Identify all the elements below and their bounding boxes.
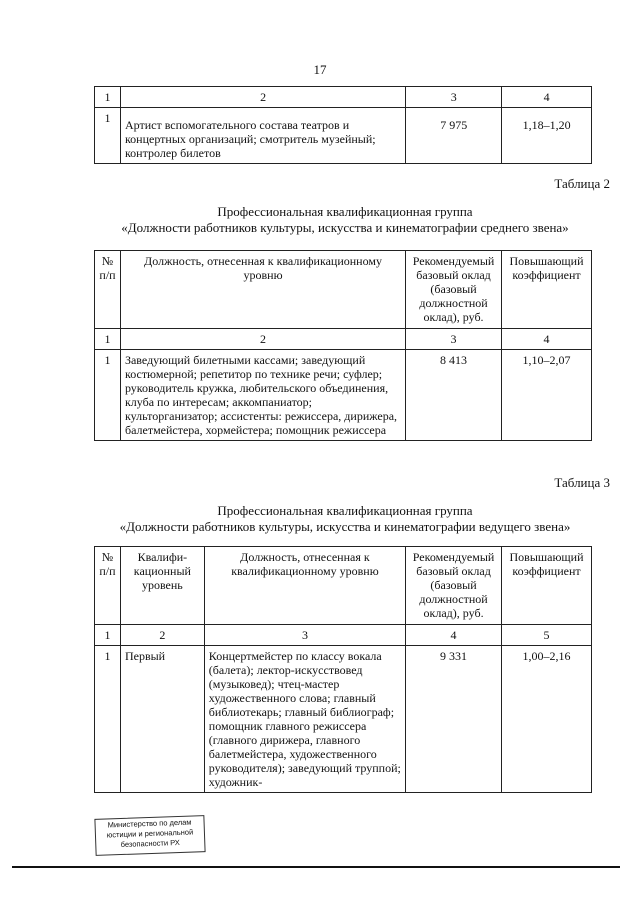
title-line-2: «Должности работников культуры, искусства и кинематографии ведущего звена» bbox=[119, 519, 571, 534]
title-line-1: Профессиональная квалификационная группа bbox=[217, 503, 473, 518]
coefficient-value: 1,00–2,16 bbox=[502, 646, 592, 793]
cell: 2 bbox=[120, 625, 204, 646]
level-text: Первый bbox=[120, 646, 204, 793]
table-row bbox=[95, 350, 592, 441]
coefficient-value: 1,18–1,20 bbox=[502, 108, 592, 164]
salary-value: 9 331 bbox=[406, 646, 502, 793]
header-salary: Рекомендуемый базовый оклад (базовый должностной оклад), руб. bbox=[406, 547, 502, 625]
table-2 bbox=[94, 250, 592, 441]
salary-value: 7 975 bbox=[406, 108, 502, 164]
stamp-line: Министерство по делам bbox=[107, 817, 192, 830]
table-row bbox=[95, 108, 592, 164]
table-2-header-row bbox=[95, 251, 592, 329]
table-row bbox=[95, 646, 592, 793]
header-position: Должность, отнесенная к квалификационному уровню bbox=[204, 547, 405, 625]
cell: 1 bbox=[95, 87, 121, 108]
title-line-2: «Должности работников культуры, искусства и кинематографии среднего звена» bbox=[121, 220, 569, 235]
salary-value: 8 413 bbox=[406, 350, 502, 441]
table-3-caption: Таблица 3 bbox=[554, 475, 610, 490]
page-divider bbox=[12, 866, 620, 868]
cell: 3 bbox=[204, 625, 405, 646]
header-coefficient: Повышающий коэффициент bbox=[502, 547, 592, 625]
header-coefficient: Повышающий коэффициент bbox=[502, 251, 592, 329]
header-num: № п/п bbox=[95, 251, 121, 329]
table-3-header-row bbox=[95, 547, 592, 625]
cell: 2 bbox=[120, 87, 405, 108]
cell: 4 bbox=[502, 329, 592, 350]
header-num: № п/п bbox=[95, 547, 121, 625]
stamp-line: юстиции и региональной bbox=[106, 827, 194, 840]
position-text: Артист вспомогательного состава театров и концертных организаций; смотритель музейный; контролер билетов bbox=[120, 108, 405, 164]
title-line-1: Профессиональная квалификационная группа bbox=[217, 204, 473, 219]
table-3-title bbox=[0, 503, 640, 535]
table-3-index-row bbox=[95, 625, 592, 646]
cell: 5 bbox=[502, 625, 592, 646]
cell: 1 bbox=[95, 329, 121, 350]
header-level: Квалифи-кационный уровень bbox=[120, 547, 204, 625]
cell: 3 bbox=[406, 329, 502, 350]
header-salary: Рекомендуемый базовый оклад (базовый должностной оклад), руб. bbox=[406, 251, 502, 329]
table-2-caption: Таблица 2 bbox=[554, 176, 610, 191]
row-number: 1 bbox=[95, 646, 121, 793]
cell: 2 bbox=[120, 329, 405, 350]
position-text: Концертмейстер по классу вокала (балета); лектор-искусствовед (музыковед); чтец-мастер художественного слова; главный библиотекарь; главный библиограф; помощник главного режиссера (главного дирижера, главного балетмейстера, художественного руководителя); заведующий труппой; художник- bbox=[204, 646, 405, 793]
table-1-index-row bbox=[95, 87, 592, 108]
cell: 4 bbox=[406, 625, 502, 646]
page-number: 17 bbox=[313, 62, 327, 77]
row-number: 1 bbox=[95, 108, 121, 164]
cell: 1 bbox=[95, 625, 121, 646]
coefficient-value: 1,10–2,07 bbox=[502, 350, 592, 441]
header-position: Должность, отнесенная к квалификационному уровню bbox=[120, 251, 405, 329]
cell: 4 bbox=[502, 87, 592, 108]
table-3 bbox=[94, 546, 592, 793]
cell: 3 bbox=[406, 87, 502, 108]
table-2-index-row bbox=[95, 329, 592, 350]
ministry-stamp bbox=[94, 815, 205, 856]
row-number: 1 bbox=[95, 350, 121, 441]
table-1 bbox=[94, 86, 592, 164]
position-text: Заведующий билетными кассами; заведующий костюмерной; репетитор по технике речи; суфлер; руководитель кружка, любительского объединения, клуба по интересам; аккомпаниатор; культорганизатор; ассистенты: режиссера, дирижера, балетмейстера, хормейстера; помощник режиссера bbox=[120, 350, 405, 441]
table-2-title bbox=[0, 204, 640, 236]
stamp-line: безопасности РХ bbox=[120, 837, 180, 850]
